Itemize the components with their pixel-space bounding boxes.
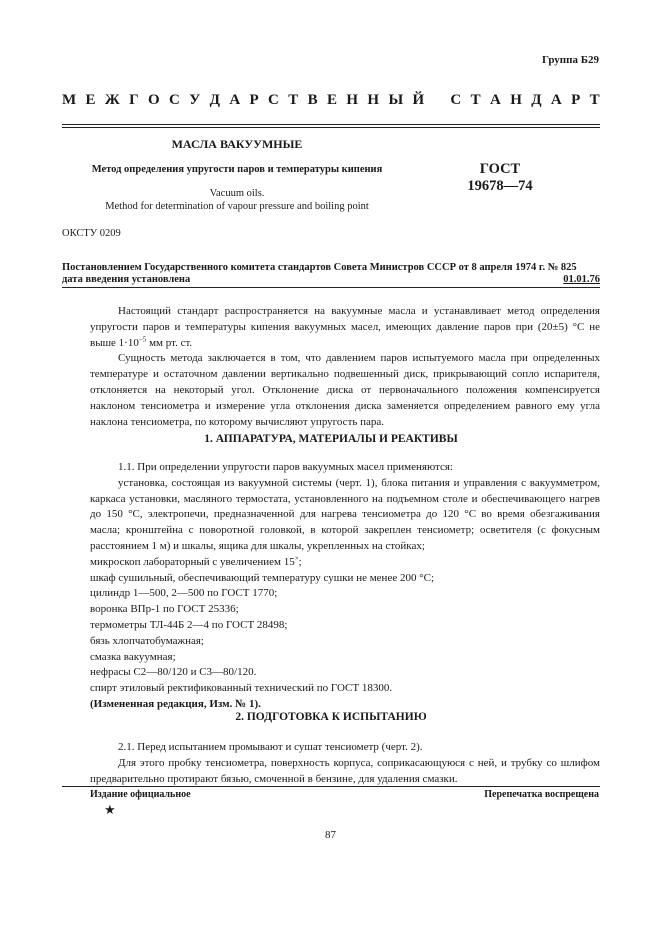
decree-line2: дата введения установлена — [62, 274, 191, 285]
group-code: Группа Б29 — [542, 54, 599, 66]
list-item: бязь хлопчатобумажная; — [90, 634, 204, 647]
heading-letter: М — [62, 92, 77, 108]
footer-rule — [62, 786, 600, 787]
list-item: спирт этиловый ректификованный технический по ГОСТ 18300. — [90, 682, 393, 695]
heading-letter: А — [550, 92, 562, 108]
heading-letter: О — [148, 92, 160, 108]
heading-letter: Н — [367, 92, 380, 108]
intro-paragraph-2: Сущность метода заключается в том, что давлением паров испытуемого масла при определенных температуре и остаточном давлении вертикально подвешенный диск, прикрывающий сопло испарителя, отклоняется на некоторый угол. Отклонение диска от первоначального положения компенсируется наклоном тенсиометра и измерение угла отклонения диска заменяется определением равного ему угла наклона тенсиометра, по которому вычисляют упругость пара. — [90, 352, 600, 428]
section-2-paragraph-1: 2.1. Перед испытанием промывают и сушат тенсиометр (черт. 2). — [118, 741, 423, 753]
heading-letter: А — [490, 92, 501, 108]
heading-letter: Н — [510, 92, 522, 108]
heading-letter: Й — [412, 92, 425, 108]
heading-letter: С — [268, 92, 279, 108]
decree-date: 01.01.76 — [563, 274, 600, 285]
section-2-text — [90, 740, 600, 787]
list-item: воронка ВПр-1 по ГОСТ 25336; — [90, 603, 239, 616]
heading-letter: Ж — [104, 92, 120, 108]
heading-letter: Г — [129, 92, 139, 108]
section-2-heading: 2. ПОДГОТОВКА К ИСПЫТАНИЮ — [235, 711, 427, 723]
gost-number: 19678—74 — [467, 178, 533, 194]
heading-gap — [434, 92, 442, 109]
heading-letter: С — [169, 92, 180, 108]
gost-designation — [455, 161, 545, 195]
section-1-heading: 1. АППАРАТУРА, МАТЕРИАЛЫ И РЕАКТИВЫ — [204, 433, 458, 445]
list-item: термометры ТЛ-44Б 2—4 по ГОСТ 28498; — [90, 618, 288, 631]
heading-letter: Ы — [388, 92, 404, 108]
document-title: МАСЛА ВАКУУМНЫЕ — [171, 137, 303, 151]
reprint-prohibited-label: Перепечатка воспрещена — [484, 789, 599, 800]
heading-letter: Т — [589, 92, 600, 108]
decree-line1: Постановлением Государственного комитета стандартов Совета Министров СССР от 8 апреля 1974 г. № 825 — [62, 262, 577, 273]
heading-letter: А — [229, 92, 241, 108]
decree-rule — [62, 287, 600, 288]
heading-letter: В — [307, 92, 318, 108]
intro-text — [90, 304, 600, 430]
decree-block — [62, 262, 600, 286]
list-item: цилиндр 1—500, 2—500 по ГОСТ 1770; — [90, 587, 278, 600]
section-1-text — [90, 460, 600, 713]
heading-letter: Е — [85, 92, 96, 108]
english-title-line1: Vacuum oils. — [209, 188, 265, 199]
gost-label: ГОСТ — [479, 161, 521, 177]
heading-letter: Р — [571, 92, 581, 108]
list-item: нефрасы С2—80/120 и С3—80/120. — [90, 666, 257, 679]
heading-letter: У — [189, 92, 201, 108]
heading-letter: Т — [470, 92, 481, 108]
star-icon: ★ — [104, 802, 116, 817]
heading-letter: Д — [531, 92, 542, 108]
list-item: смазка вакуумная; — [90, 650, 176, 663]
okstu-code: ОКСТУ 0209 — [62, 228, 121, 239]
header-rule-bottom — [62, 127, 600, 128]
heading-letter: Т — [288, 92, 299, 108]
standard-type-heading — [62, 92, 600, 109]
english-title-line2: Method for determination of vapour pressure and boiling point — [105, 201, 369, 212]
intro-paragraph-1: Настоящий стандарт распространяется на вакуумные масла и устанавливает метод определения упругости паров и температуры кипения вакуумных масел, имеющих давление паров при (20±5) °С не выше $1\cdot 10^{-5}$ мм рт. ст. — [90, 305, 600, 349]
section-1-paragraph-1: 1.1. При определении упругости паров вакуумных масел применяются: — [118, 461, 453, 473]
heading-letter: Е — [327, 92, 338, 108]
header-rule-top — [62, 124, 600, 125]
amendment-note: (Измененная редакция, Изм. № 1). — [90, 697, 261, 710]
page-number: 87 — [325, 829, 336, 841]
english-title — [62, 187, 412, 213]
official-edition-label: Издание официальное — [90, 789, 191, 800]
list-item: микроскоп лабораторный с увеличением 15×; — [90, 554, 302, 568]
heading-letter: С — [450, 92, 462, 108]
section-2-paragraph-2: Для этого пробку тенсиометра, поверхность корпуса, соприкасающуюся с ней, и трубку со шлифом предварительно протирают бязью, смоченной в бензине, для удаления смазки. — [90, 756, 600, 785]
list-item: шкаф сушильный, обеспечивающий температуру сушки не менее 200 °С; — [90, 571, 434, 584]
heading-letter: Н — [346, 92, 359, 108]
heading-letter: Р — [249, 92, 259, 108]
section-1-paragraph-2: установка, состоящая из вакуумной системы (черт. 1), блока питания и управления с вакуумметром, каркаса установки, масляного термостата, установленного на подъемном столе и обеспечивающего нагрев до 150 °С, электропечи, предназначенной для нагрева тенсиометра до 120 °С во время обезгаживания масла; кронштейна с поворотной головкой, в которой закреплен тенсиометр; осветителя (с фокусным расстоянием 1 м) и шкалы, ящика для шкалы, укрепленных на стойках; — [90, 476, 600, 552]
document-subtitle: Метод определения упругости паров и температуры кипения — [91, 164, 383, 175]
heading-letter: Д — [209, 92, 220, 108]
